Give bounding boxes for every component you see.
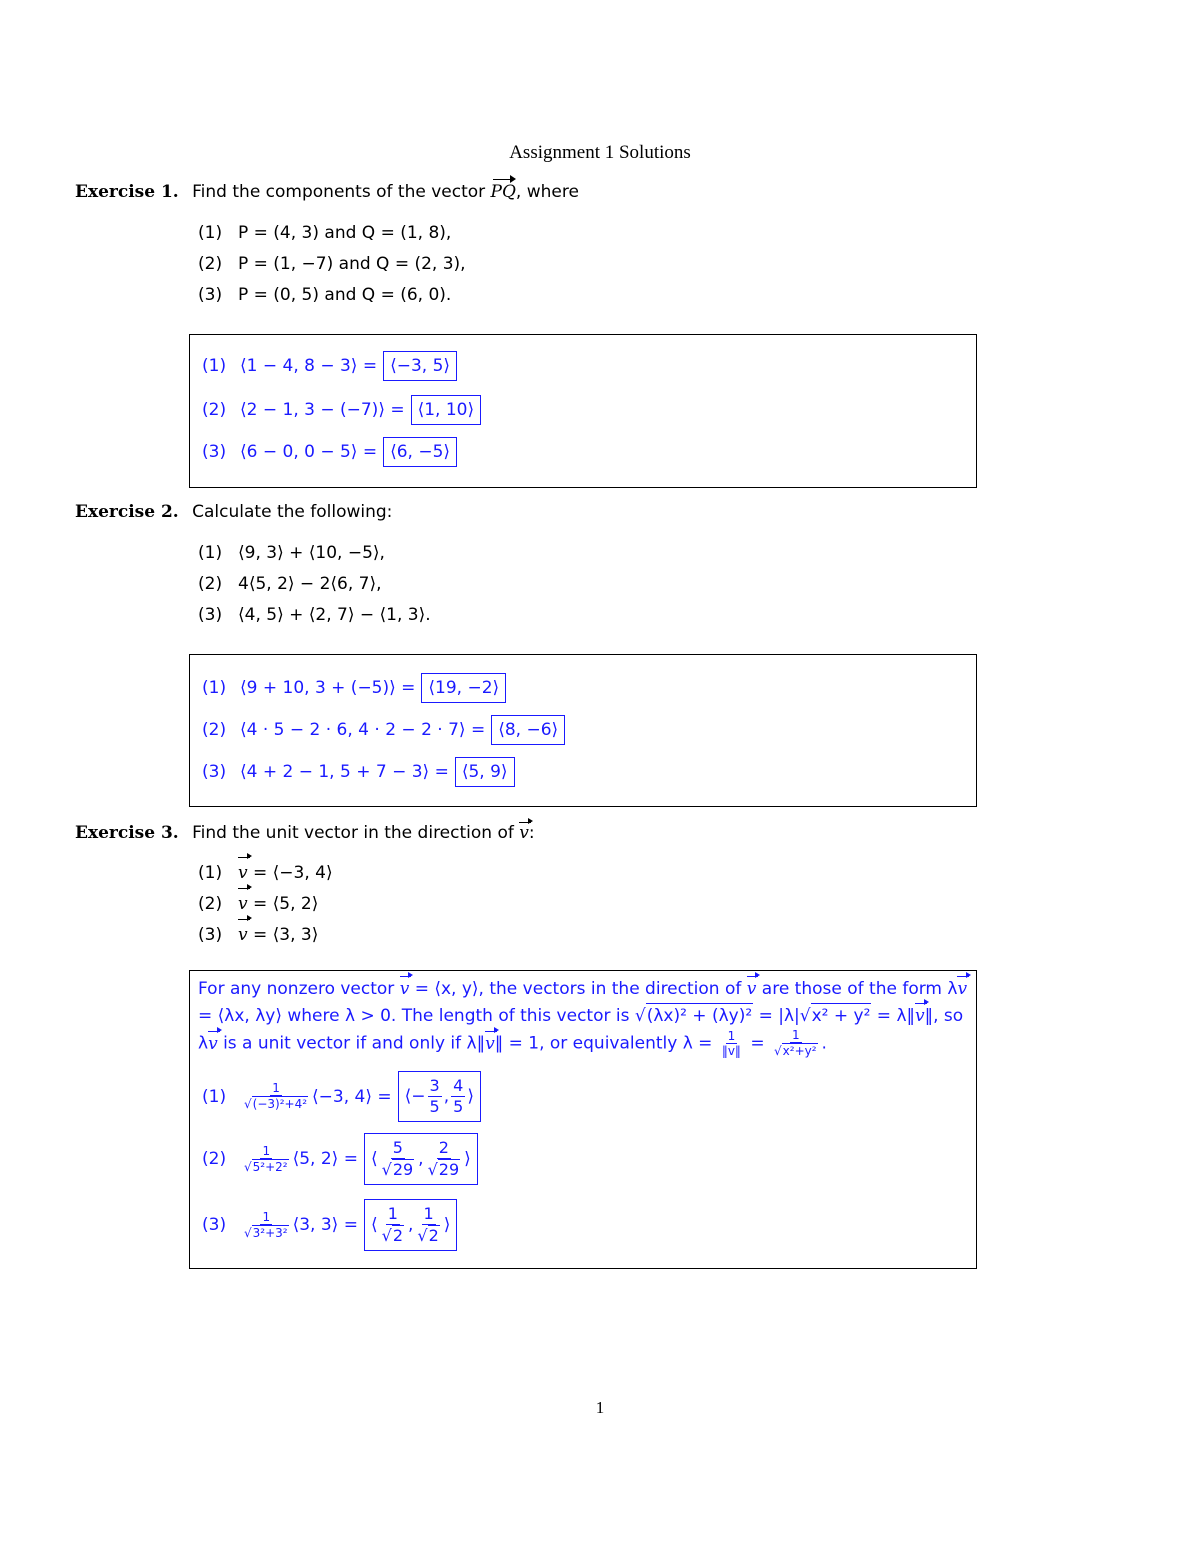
solution-row: (1) ⟨9 + 10, 3 + (−5)⟩ = ⟨19, −2⟩ <box>202 673 506 703</box>
exercise-2-heading <box>75 502 392 522</box>
answer-box: ⟨1, 10⟩ <box>411 395 482 425</box>
exercise-3-heading: Exercise 3. Find the unit vector in the direction of v: <box>75 823 535 843</box>
exercise-3-label: Exercise 3. <box>75 823 179 843</box>
answer-box: ⟨5, 9⟩ <box>455 757 515 787</box>
exercise-1-label: Exercise 1. <box>75 182 179 202</box>
exercise-1-prompt-end: , where <box>515 182 579 202</box>
vector-v-symbol: v <box>519 823 529 843</box>
exercise-3-problems <box>198 856 333 949</box>
explanation-text: For any nonzero vector v = ⟨x, y⟩, the vectors in the direction of v are those of the form λv = ⟨λx, λy⟩ where λ > 0. The length of this vector is √(λx)² + (λy)² = |λ|√x² + y² = λ‖v‖, so λv is a unit vector if and only if λ‖v‖ = 1, or equivalently λ = $\frac{1}{‖v‖}$ = $\frac{1}{\text{√x²+y²}}$ . <box>198 975 974 1058</box>
exercise-2-label: Exercise 2. <box>75 502 179 522</box>
solution-row: (1) ⟨1 − 4, 8 − 3⟩ = ⟨−3, 5⟩ <box>202 351 457 381</box>
answer-box: ⟨−3, 5⟩ <box>383 351 457 381</box>
exercise-1-heading <box>75 182 579 202</box>
list-item: (2) v = ⟨5, 2⟩ <box>198 887 333 918</box>
answer-box: ⟨6, −5⟩ <box>383 437 457 467</box>
exercise-1-prompt: Find the components of the vector <box>192 182 486 202</box>
answer-box: ⟨ $\frac{1}{√2}$ , $\frac{1}{√2}$ ⟩ <box>364 1199 457 1251</box>
list-item: (1) ⟨9, 3⟩ + ⟨10, −5⟩, <box>198 543 385 563</box>
vector-pq: PQ <box>490 182 516 202</box>
solution-row: (2) $\frac{1}{\text{√5²+2²}}$ ⟨5, 2⟩ = ⟨ $\frac{5}{√29}$ , $\frac{2}{√29}$ ⟩ <box>202 1133 478 1185</box>
list-item: (2) 4⟨5, 2⟩ − 2⟨6, 7⟩, <box>198 574 382 594</box>
answer-box: ⟨− $\frac{3}{5}$ , $\frac{4}{5}$ ⟩ <box>398 1071 481 1122</box>
exercise-1-solution-box <box>189 334 977 488</box>
answer-box: ⟨19, −2⟩ <box>421 673 506 703</box>
solution-row: (3) ⟨4 + 2 − 1, 5 + 7 − 3⟩ = ⟨5, 9⟩ <box>202 757 515 787</box>
exercise-2-solution-box <box>189 654 977 807</box>
exercise-2-problems <box>198 538 431 631</box>
page-title: Assignment 1 Solutions <box>509 142 691 163</box>
exercise-3-prompt: Find the unit vector in the direction of <box>192 823 514 843</box>
solution-row: (3) ⟨6 − 0, 0 − 5⟩ = ⟨6, −5⟩ <box>202 437 457 467</box>
solution-row: (1) $\frac{1}{\text{√(−3)²+4²}}$ ⟨−3, 4⟩ = ⟨− $\frac{3}{5}$ , $\frac{4}{5}$ ⟩ <box>202 1071 481 1122</box>
exercise-2-prompt: Calculate the following: <box>192 502 393 522</box>
fraction: $\frac{1}{\text{√x²+y²}}$ <box>774 1028 817 1058</box>
list-item: (1) P = (4, 3) and Q = (1, 8), <box>198 223 452 243</box>
fraction: $\frac{1}{‖v‖}$ <box>721 1028 741 1058</box>
answer-box: ⟨8, −6⟩ <box>491 715 565 745</box>
answer-box: ⟨ $\frac{5}{√29}$ , $\frac{2}{√29}$ ⟩ <box>364 1133 478 1185</box>
exercise-1-problems <box>198 218 466 311</box>
list-item: (3) P = (0, 5) and Q = (6, 0). <box>198 285 452 305</box>
fraction: $\frac{1}{\text{√5²+2²}}$ <box>244 1143 288 1174</box>
solution-row: (2) ⟨2 − 1, 3 − (−7)⟩ = ⟨1, 10⟩ <box>202 395 481 425</box>
list-item: (1) v = ⟨−3, 4⟩ <box>198 856 333 887</box>
fraction: $\frac{1}{\text{√3²+3²}}$ <box>244 1209 288 1240</box>
list-item: (3) ⟨4, 5⟩ + ⟨2, 7⟩ − ⟨1, 3⟩. <box>198 605 431 625</box>
solution-row: (3) $\frac{1}{\text{√3²+3²}}$ ⟨3, 3⟩ = ⟨ $\frac{1}{√2}$ , $\frac{1}{√2}$ ⟩ <box>202 1199 457 1251</box>
list-item: (2) P = (1, −7) and Q = (2, 3), <box>198 254 466 274</box>
page-number: 1 <box>595 1398 605 1417</box>
list-item: (3) v = ⟨3, 3⟩ <box>198 918 333 949</box>
solution-row: (2) ⟨4 · 5 − 2 · 6, 4 · 2 − 2 · 7⟩ = ⟨8, −6⟩ <box>202 715 565 745</box>
exercise-3-solution-box <box>189 970 977 1269</box>
fraction: $\frac{1}{\text{√(−3)²+4²}}$ <box>244 1081 308 1111</box>
